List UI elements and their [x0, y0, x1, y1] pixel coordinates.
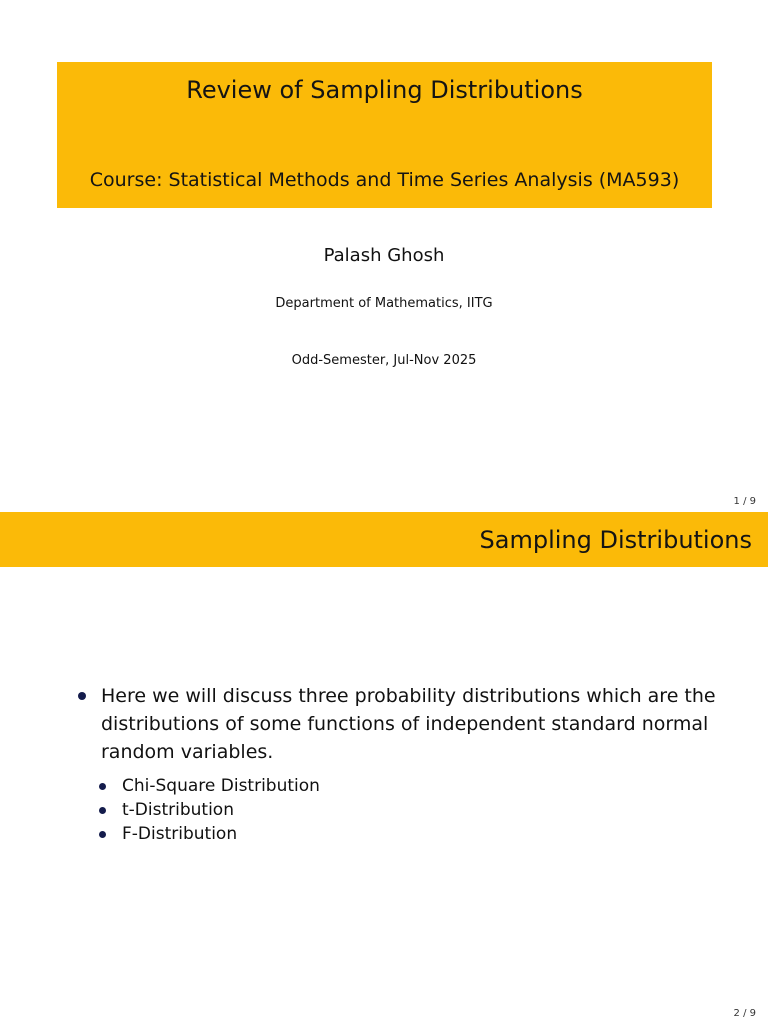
frame-title-bar	[0, 512, 768, 567]
presentation-subtitle: Course: Statistical Methods and Time Series Analysis (MA593)	[89, 169, 680, 191]
bullet-icon	[99, 807, 106, 814]
frame-title: Sampling Distributions	[479, 526, 752, 554]
sub-list-item	[99, 798, 718, 822]
sub-list-item-text: Chi-Square Distribution	[122, 776, 320, 796]
sub-list-item-text: t-Distribution	[122, 800, 234, 820]
sub-list-item-text: F-Distribution	[122, 824, 238, 844]
bullet-icon	[99, 831, 106, 838]
author-name: Palash Ghosh	[323, 245, 445, 266]
sub-bullet-list	[78, 774, 718, 846]
sub-list-item	[99, 774, 718, 798]
list-item	[78, 682, 718, 766]
content-slide	[0, 512, 768, 1024]
bullet-icon	[78, 692, 86, 700]
page-number: 2 / 9	[733, 1008, 756, 1019]
date: Odd-Semester, Jul-Nov 2025	[291, 353, 477, 368]
bullet-icon	[99, 783, 106, 790]
institute: Department of Mathematics, IITG	[275, 296, 493, 311]
page-number: 1 / 9	[733, 496, 756, 507]
presentation-title: Review of Sampling Distributions	[186, 76, 583, 104]
bullet-list	[78, 682, 718, 846]
list-item-text: Here we will discuss three probability distributions which are the distributions of some functions of independent standard normal random variables.	[101, 685, 716, 763]
sub-list-item	[99, 822, 718, 846]
title-block	[57, 62, 712, 208]
